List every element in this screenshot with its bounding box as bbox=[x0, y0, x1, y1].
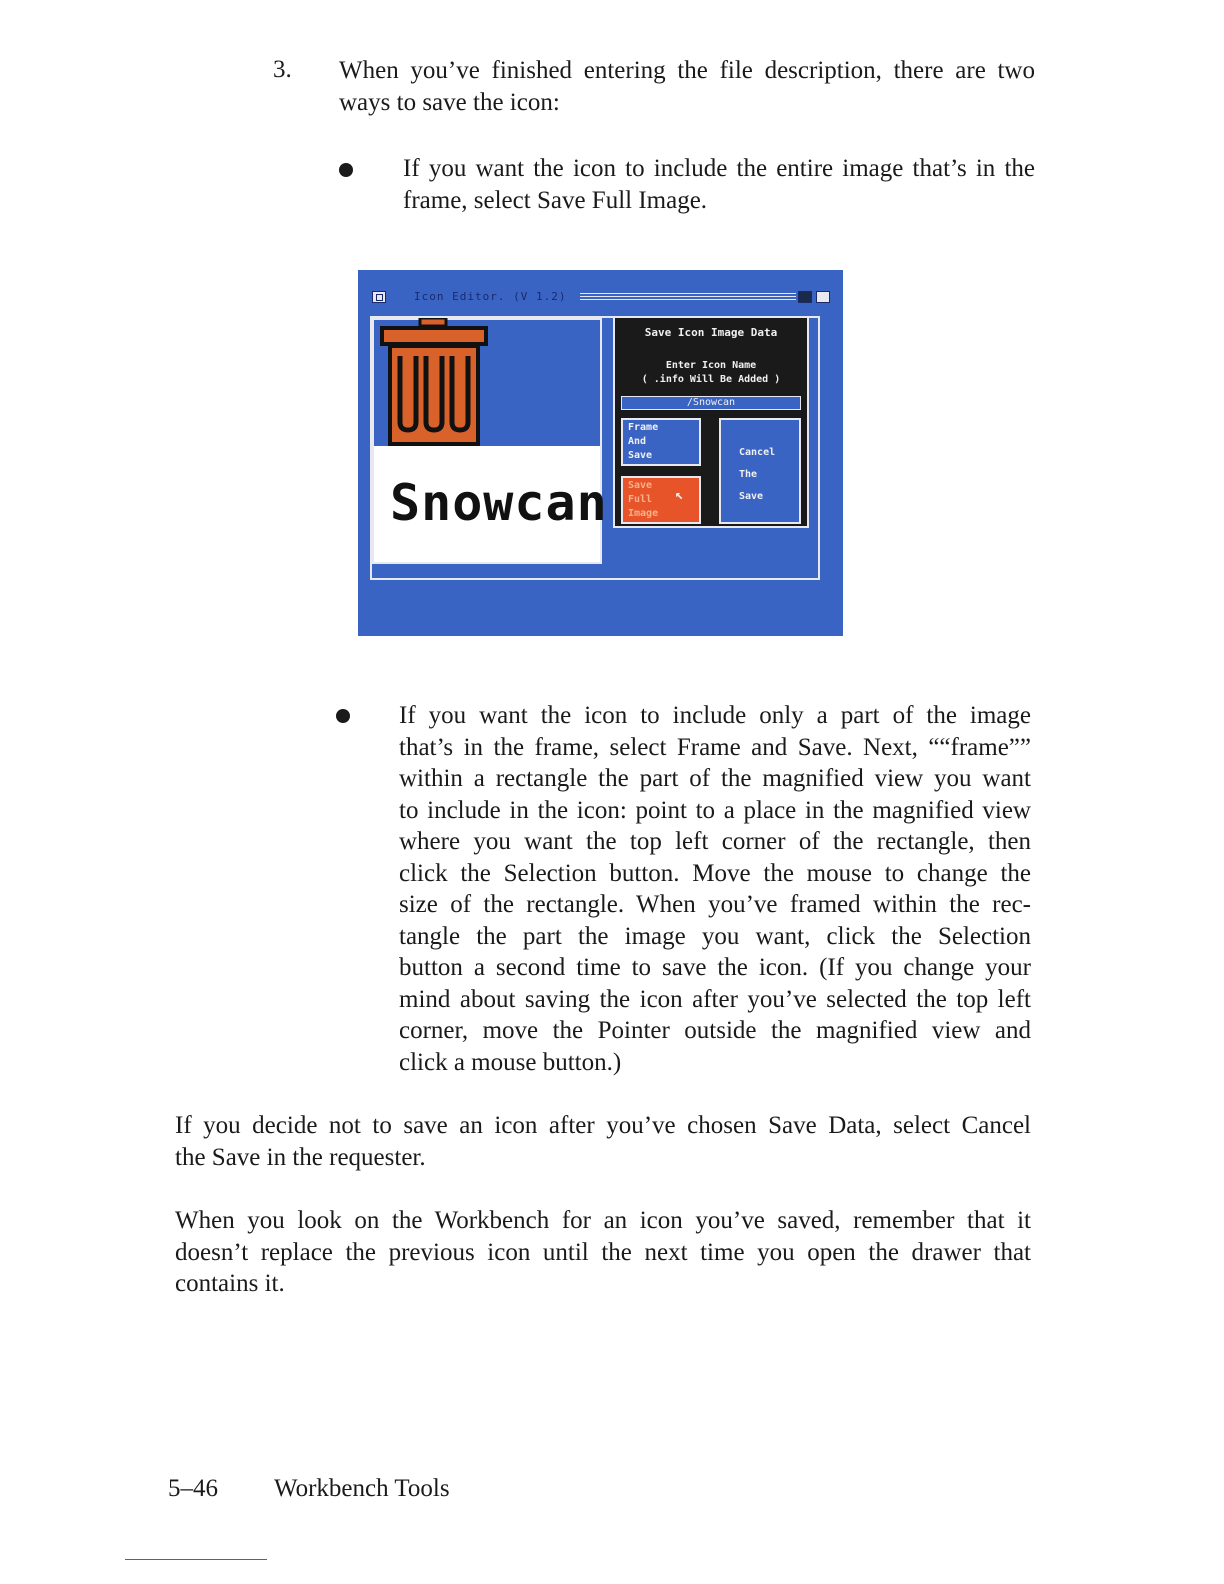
drag-bar[interactable] bbox=[580, 293, 796, 302]
save-full-label-3: Image bbox=[628, 508, 659, 519]
requester-title: Save Icon Image Data bbox=[644, 326, 778, 339]
bullet2-text bbox=[399, 700, 1031, 1078]
bullet2-line: mind about saving the icon after you’ve selected the top left bbox=[399, 985, 1031, 1013]
section-title: Workbench Tools bbox=[274, 1475, 450, 1502]
requester-prompt: Enter Icon Name bbox=[665, 360, 757, 371]
bullet2-line: If you want the icon to include only a part of the image bbox=[399, 702, 1031, 729]
bullet-dot bbox=[339, 163, 353, 177]
depth-back-gadget-icon[interactable] bbox=[798, 291, 812, 303]
close-gadget-icon[interactable] bbox=[372, 291, 386, 303]
depth-front-gadget-icon[interactable] bbox=[816, 291, 830, 303]
cancel-paragraph bbox=[175, 1110, 1031, 1173]
step-number: 3. bbox=[273, 56, 292, 83]
cancel-label-2: The bbox=[739, 469, 758, 480]
frame-save-label-3: Save bbox=[628, 450, 653, 461]
bullet2-line: size of the rectangle. When you’ve framed within the rec- bbox=[399, 891, 1031, 918]
bullet2-line: corner, move the Pointer outside the magnified view and bbox=[399, 1017, 1031, 1044]
icon-label-text: Snowcan bbox=[390, 474, 608, 532]
icon-name-input[interactable]: /Snowcan bbox=[621, 396, 801, 410]
bullet2-line: to include in the icon: point to a place in the magnified view bbox=[399, 796, 1031, 824]
bullet2-line: button a second time to save the icon. (If you change your bbox=[399, 954, 1031, 981]
bullet1-line1: If you want the icon to include the entire image that’s in the bbox=[403, 155, 1035, 182]
workbench-line3: contains it. bbox=[175, 1270, 285, 1297]
bullet2-line: where you want the top left corner of the rectangle, then bbox=[399, 828, 1031, 855]
frame-save-label-1: Frame bbox=[628, 422, 659, 433]
cancel-line2: the Save in the requester. bbox=[175, 1143, 426, 1171]
bullet1-line2: frame, select Save Full Image. bbox=[403, 186, 708, 214]
step3-line1: When you’ve finished entering the file description, there are two bbox=[339, 57, 1035, 84]
frame-save-label-2: And bbox=[628, 436, 647, 447]
save-requester bbox=[613, 316, 809, 528]
bullet2-line: that’s in the frame, select Frame and Save. Next, ““frame”” bbox=[399, 733, 1031, 761]
cancel-label-1: Cancel bbox=[739, 447, 776, 458]
bullet2-line: click the Selection button. Move the mouse to change the bbox=[399, 859, 1031, 887]
save-full-label-2: Full bbox=[628, 494, 653, 505]
step3-text bbox=[339, 55, 1035, 118]
window-title: Icon Editor. (V 1.2) bbox=[414, 290, 567, 303]
bullet1-text bbox=[403, 153, 1035, 216]
bullet2-line: tangle the part the image you want, click the Selection bbox=[399, 922, 1031, 950]
mouse-pointer-icon: ↖ bbox=[675, 487, 684, 503]
cancel-label-3: Save bbox=[739, 491, 764, 502]
bullet2-line: within a rectangle the part of the magnified view you want bbox=[399, 765, 1031, 792]
frame-and-save-button[interactable] bbox=[621, 418, 701, 466]
step3-line2: ways to save the icon: bbox=[339, 88, 560, 116]
workbench-paragraph bbox=[175, 1205, 1031, 1300]
bullet-dot bbox=[336, 709, 350, 723]
save-full-label-1: Save bbox=[628, 480, 653, 491]
bullet2-line: click a mouse button.) bbox=[399, 1048, 622, 1076]
cancel-the-save-button[interactable] bbox=[719, 418, 801, 524]
footer-rule bbox=[125, 1559, 267, 1560]
save-full-image-button[interactable] bbox=[621, 476, 701, 524]
workbench-line2: doesn’t replace the previous icon until the next time you open the drawer that bbox=[175, 1238, 1031, 1266]
requester-note: ( .info Will Be Added ) bbox=[641, 374, 781, 385]
window-titlebar bbox=[370, 290, 834, 304]
cancel-line1: If you decide not to save an icon after you’ve chosen Save Data, select Cancel bbox=[175, 1112, 1031, 1139]
trash-can-icon bbox=[374, 318, 600, 446]
page-number: 5–46 bbox=[168, 1475, 218, 1502]
workbench-line1: When you look on the Workbench for an icon you’ve saved, remember that it bbox=[175, 1207, 1031, 1234]
icon-editor-screenshot bbox=[358, 270, 843, 636]
